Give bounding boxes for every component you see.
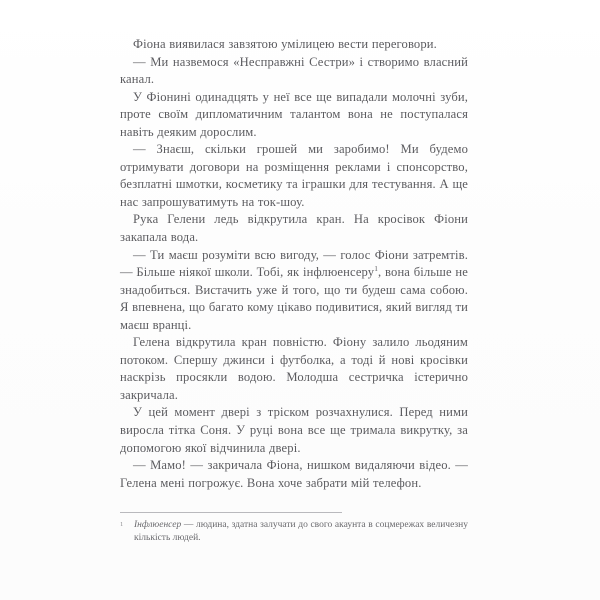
paragraph-with-footnote-reference — [120, 247, 468, 335]
paragraph-suffix: , вона більше не знадобиться. Вистачить уже й того, що ти будеш сама собою. Я впевнена, що багато кому цікаво подивитися, який вигляд ти маєш вранці. — [120, 265, 468, 332]
paragraph: — Мамо! — закричала Фіона, нишком видаляючи відео. — Гелена мені погрожує. Вона хоче забрати мій телефон. — [120, 458, 468, 490]
paragraph: Гелена відкрутила кран повністю. Фіону залило льодяним потоком. Спершу джинси і футболка, а тоді й нові кросівки наскрізь просякли водою. Молодша сестричка істерично закричала. — [120, 335, 468, 402]
paragraph-prefix: — Ти маєш розуміти всю вигоду, — голос Фіони затремтів. — Більше ніякої школи. Тобі, як інфлюенсеру — [120, 247, 468, 280]
paragraph: У Фіонині одинадцять у неї все ще випадали молочні зуби, проте своїм дипломатичним талантом вона не поступалася навіть деяким дорослим. — [120, 89, 468, 139]
footnote-reference-marker[interactable]: 1 — [374, 263, 379, 273]
paragraph: — Ми назвемося «Несправжні Сестри» і створимо власний канал. — [120, 54, 468, 87]
paragraph: — Знаєш, скільки грошей ми заробимо! Ми будемо отримувати договори на розміщення реклами і спонсорство, безплатні шмотки, косметику та іграшки для тестування. А ще нас запрошуватимуть на ток-шоу. — [120, 142, 468, 209]
paragraph: Фіона виявилася завзятою умілицею вести переговори. — [133, 37, 437, 51]
body-text-block — [120, 36, 468, 492]
footnote-text — [120, 519, 468, 546]
footnote-marker: 1 — [120, 521, 124, 528]
paragraph: У цей момент двері з тріском розчахнулися. Перед ними виросла тітка Соня. У руці вона все ще тримала викрутку, за допомогою якої відчинила двері. — [120, 405, 468, 455]
footnote-zone — [120, 512, 468, 546]
paragraph: Рука Гелени ледь відкрутила кран. На кросівок Фіони закапала вода. — [120, 212, 468, 245]
footnote-definition: — людина, здатна залучати до свого акаунта в соцмережах величезну кількість людей. — [134, 520, 468, 544]
footnote-separator-rule — [120, 512, 342, 513]
footnote-term: Інфлюенсер — [134, 520, 182, 530]
